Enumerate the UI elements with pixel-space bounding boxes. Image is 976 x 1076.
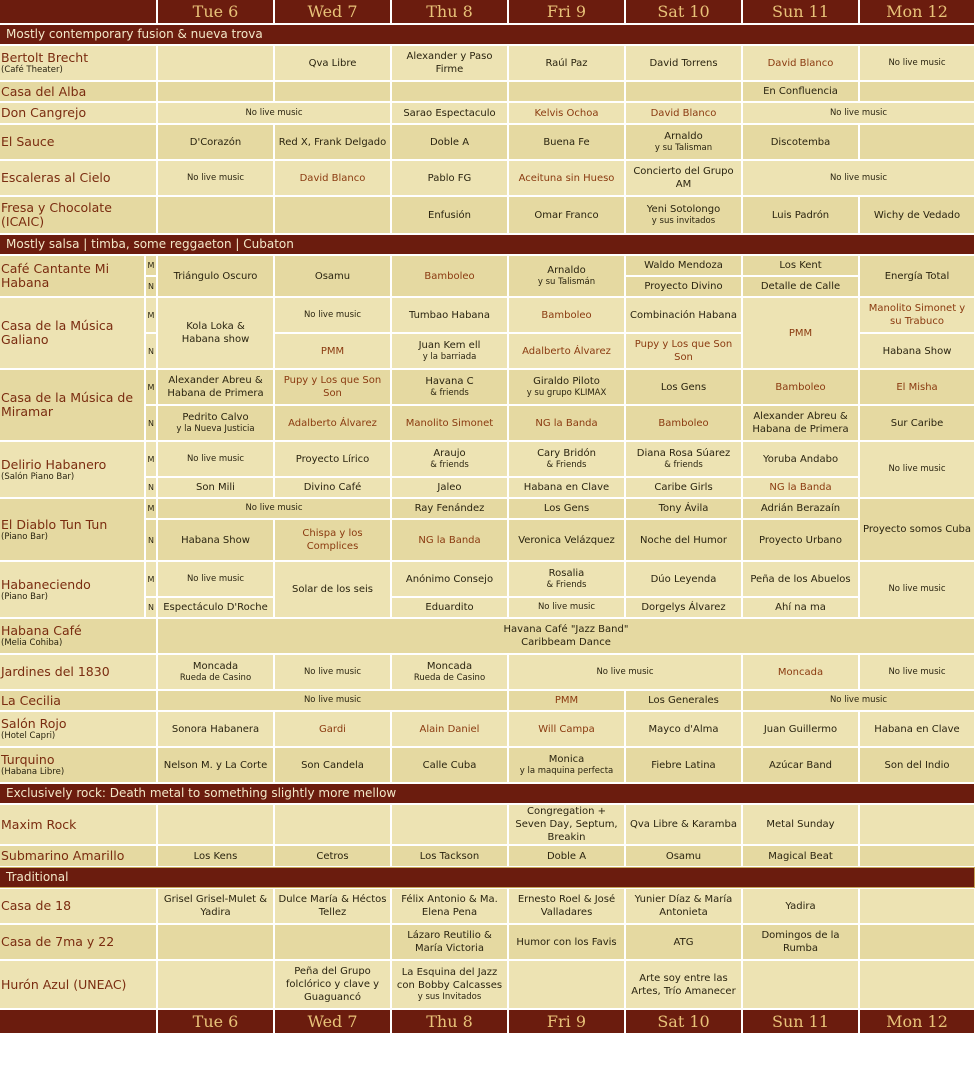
venue-row (0, 889, 974, 923)
venue-row (0, 520, 974, 560)
event-cell: Habana en Clave (860, 712, 974, 746)
night-marker: N (146, 478, 156, 497)
section-header (0, 868, 974, 887)
venue-name: Casa de la Música Galiano (0, 298, 144, 368)
event-cell (509, 82, 624, 101)
event-cell: Los Generales (626, 691, 741, 710)
venue-name: Casa de 7ma y 22 (0, 925, 156, 959)
event-cell: NG la Banda (509, 406, 624, 440)
event-cell (275, 197, 390, 233)
event-cell: Los Kens (158, 846, 273, 866)
venue-row (0, 961, 974, 1008)
event-cell (392, 805, 507, 844)
event-cell: Arnaldo y su Talisman (626, 125, 741, 159)
event-cell: Moncada Rueda de Casino (158, 655, 273, 689)
day-header: Mon 12 (860, 1010, 974, 1033)
event-cell: Waldo Mendoza (626, 256, 741, 275)
event-cell: Habana en Clave (509, 478, 624, 497)
event-cell (860, 846, 974, 866)
event-cell: Moncada Rueda de Casino (392, 655, 507, 689)
event-cell: Arte soy entre las Artes, Trío Amanecer (626, 961, 741, 1008)
event-cell: Cetros (275, 846, 390, 866)
event-cell: Yoruba Andabo (743, 442, 858, 476)
no-live-music: No live music (743, 103, 974, 123)
event-cell: Juan Guillermo (743, 712, 858, 746)
section-title: Mostly contemporary fusion & nueva trova (0, 25, 974, 44)
event-cell: Kelvis Ochoa (509, 103, 624, 123)
event-cell: Adrián Berazaín (743, 499, 858, 518)
no-live-music: No live music (743, 161, 974, 195)
no-live-music: No live music (158, 499, 390, 518)
event-cell: Los Gens (509, 499, 624, 518)
venue-row (0, 562, 974, 596)
day-header: Thu 8 (392, 1010, 507, 1033)
event-cell: Los Tackson (392, 846, 507, 866)
venue-name: Don Cangrejo (0, 103, 156, 123)
event-cell: Manolito Simonet y su Trabuco (860, 298, 974, 332)
event-cell: Rosalia & Friends (509, 562, 624, 596)
event-cell: Qva Libre (275, 46, 390, 80)
event-cell: Proyecto Lírico (275, 442, 390, 476)
night-marker: N (146, 277, 156, 296)
event-cell: PMM (509, 691, 624, 710)
event-cell: La Esquina del Jazz con Bobby Calcasses y sus Invitados (392, 961, 507, 1008)
venue-row (0, 598, 974, 617)
no-live-music: No live music (158, 562, 273, 596)
event-cell: Habana Show (158, 520, 273, 560)
event-cell: David Blanco (626, 103, 741, 123)
event-cell: Divino Café (275, 478, 390, 497)
event-cell: Peña de los Abuelos (743, 562, 858, 596)
event-cell: Dorgelys Álvarez (626, 598, 741, 617)
section-header (0, 25, 974, 44)
venue-name: Bertolt Brecht (Café Theater) (0, 46, 156, 80)
event-cell: Pupy y Los que Son Son (275, 370, 390, 404)
event-cell: ATG (626, 925, 741, 959)
event-cell: NG la Banda (743, 478, 858, 497)
event-cell: Wichy de Vedado (860, 197, 974, 233)
venue-name: Delirio Habanero (Salón Piano Bar) (0, 442, 144, 497)
event-cell: Cary Bridón & Friends (509, 442, 624, 476)
event-cell: Solar de los seis (275, 562, 390, 617)
event-cell (626, 82, 741, 101)
event-cell: Proyecto Urbano (743, 520, 858, 560)
day-header: Tue 6 (158, 0, 273, 23)
venue-name: La Cecilia (0, 691, 156, 710)
event-cell: Will Campa (509, 712, 624, 746)
matinee-marker: M (146, 562, 156, 596)
event-cell: Ahí na ma (743, 598, 858, 617)
event-cell: NG la Banda (392, 520, 507, 560)
header-corner (0, 0, 156, 23)
no-live-music: No live music (743, 691, 974, 710)
event-cell (158, 961, 273, 1008)
venue-name: Jardines del 1830 (0, 655, 156, 689)
event-cell: Tumbao Habana (392, 298, 507, 332)
venue-name: Habana Café (Melia Cohiba) (0, 619, 156, 653)
event-cell: Doble A (392, 125, 507, 159)
day-header: Sun 11 (743, 1010, 858, 1033)
venue-name: Casa del Alba (0, 82, 156, 101)
event-cell: Son del Indio (860, 748, 974, 782)
event-cell: Yadira (743, 889, 858, 923)
venue-name: Habaneciendo (Piano Bar) (0, 562, 144, 617)
venue-row (0, 125, 974, 159)
no-live-music: No live music (158, 691, 507, 710)
no-live-music: No live music (275, 298, 390, 332)
event-cell-text: Habana show (181, 334, 250, 345)
venue-row (0, 805, 974, 844)
event-cell: Triángulo Oscuro (158, 256, 273, 296)
event-cell: Metal Sunday (743, 805, 858, 844)
event-cell: Espectáculo D'Roche (158, 598, 273, 617)
event-cell: Arnaldo y su Talismán (509, 256, 624, 296)
event-cell (860, 925, 974, 959)
event-cell: Juan Kem ell y la barriada (392, 334, 507, 368)
event-cell: Peña del Grupo folclórico y clave y Guaguancó (275, 961, 390, 1008)
event-cell: Ray Fenández (392, 499, 507, 518)
venue-name: Casa de 18 (0, 889, 156, 923)
venue-row (0, 298, 974, 332)
event-cell: Eduardito (392, 598, 507, 617)
event-cell: Doble A (509, 846, 624, 866)
event-cell: Sur Caribe (860, 406, 974, 440)
event-cell (860, 82, 974, 101)
event-cell (275, 82, 390, 101)
event-cell (860, 125, 974, 159)
event-cell: Domingos de la Rumba (743, 925, 858, 959)
event-cell: Moncada (743, 655, 858, 689)
event-cell: Yeni Sotolongo y sus invitados (626, 197, 741, 233)
event-cell: Omar Franco (509, 197, 624, 233)
event-cell (158, 925, 273, 959)
event-cell: Pupy y Los que Son Son (626, 334, 741, 368)
event-cell: Sonora Habanera (158, 712, 273, 746)
event-cell: Osamu (626, 846, 741, 866)
event-cell: Proyecto somos Cuba (860, 499, 974, 560)
event-cell: Adalberto Álvarez (275, 406, 390, 440)
event-cell (509, 961, 624, 1008)
venue-row (0, 691, 974, 710)
matinee-marker: M (146, 298, 156, 332)
event-cell: Bamboleo (743, 370, 858, 404)
event-cell: Energía Total (860, 256, 974, 296)
venue-row (0, 925, 974, 959)
venue-name: Maxim Rock (0, 805, 156, 844)
event-cell: Grisel Grisel-Mulet & Yadira (158, 889, 273, 923)
event-cell: D'Corazón (158, 125, 273, 159)
venue-name: Café Cantante Mi Habana (0, 256, 144, 296)
event-cell: Bamboleo (626, 406, 741, 440)
event-cell: Proyecto Divino (626, 277, 741, 296)
event-cell: Tony Ávila (626, 499, 741, 518)
event-cell: Bamboleo (509, 298, 624, 332)
event-cell: Havana Café "Jazz Band" Caribbeam Dance (158, 619, 974, 653)
event-cell: Lázaro Reutilio & María Victoria (392, 925, 507, 959)
day-header: Wed 7 (275, 0, 390, 23)
event-cell: Havana C & friends (392, 370, 507, 404)
venue-name: Salón Rojo (Hotel Capri) (0, 712, 156, 746)
event-cell: Concierto del Grupo AM (626, 161, 741, 195)
night-marker: N (146, 520, 156, 560)
day-header: Mon 12 (860, 0, 974, 23)
event-cell: Red X, Frank Delgado (275, 125, 390, 159)
event-cell: Dulce María & Héctos Tellez (275, 889, 390, 923)
event-cell: Kola Loka & Habana show (158, 298, 273, 368)
event-cell: PMM (275, 334, 390, 368)
venue-row (0, 442, 974, 476)
venue-name: El Diablo Tun Tun (Piano Bar) (0, 499, 144, 560)
event-cell: Giraldo Piloto y su grupo KLIMAX (509, 370, 624, 404)
venue-row (0, 619, 974, 653)
no-live-music: No live music (860, 655, 974, 689)
event-cell (743, 961, 858, 1008)
night-marker: N (146, 334, 156, 368)
section-header (0, 784, 974, 803)
event-cell: Veronica Velázquez (509, 520, 624, 560)
event-cell: Noche del Humor (626, 520, 741, 560)
event-cell: Alexander y Paso Firme (392, 46, 507, 80)
event-cell: Los Kent (743, 256, 858, 275)
event-cell: Magical Beat (743, 846, 858, 866)
no-live-music: No live music (509, 655, 741, 689)
event-cell (860, 961, 974, 1008)
event-cell: Manolito Simonet (392, 406, 507, 440)
event-cell (275, 925, 390, 959)
day-header: Wed 7 (275, 1010, 390, 1033)
venue-row (0, 478, 974, 497)
event-cell: Gardi (275, 712, 390, 746)
night-marker: N (146, 598, 156, 617)
event-cell: Ernesto Roel & José Valladares (509, 889, 624, 923)
event-cell: Alain Daniel (392, 712, 507, 746)
event-cell: Chispa y los Complices (275, 520, 390, 560)
no-live-music: No live music (158, 103, 390, 123)
section-title: Exclusively rock: Death metal to something slightly more mellow (0, 784, 974, 803)
event-cell: Mayco d'Alma (626, 712, 741, 746)
event-cell: David Blanco (275, 161, 390, 195)
event-cell: Dúo Leyenda (626, 562, 741, 596)
event-cell: En Confluencia (743, 82, 858, 101)
event-cell: Calle Cuba (392, 748, 507, 782)
venue-name: Submarino Amarillo (0, 846, 156, 866)
no-live-music: No live music (860, 562, 974, 617)
event-cell (275, 805, 390, 844)
event-cell: Diana Rosa Súarez & friends (626, 442, 741, 476)
event-cell (860, 889, 974, 923)
day-header-bottom (0, 1010, 974, 1033)
event-cell: Discotemba (743, 125, 858, 159)
event-cell (158, 46, 273, 80)
event-cell (158, 197, 273, 233)
no-live-music: No live music (158, 442, 273, 476)
event-cell: Félix Antonio & Ma. Elena Pena (392, 889, 507, 923)
venue-row (0, 197, 974, 233)
section-title: Traditional (0, 868, 974, 887)
event-cell: Fiebre Latina (626, 748, 741, 782)
event-cell: Alexander Abreu & Habana de Primera (743, 406, 858, 440)
venue-row (0, 256, 974, 275)
venue-row (0, 370, 974, 404)
event-cell: Anónimo Consejo (392, 562, 507, 596)
matinee-marker: M (146, 499, 156, 518)
event-cell (860, 805, 974, 844)
event-cell: Enfusión (392, 197, 507, 233)
day-header: Fri 9 (509, 1010, 624, 1033)
event-cell: Son Mili (158, 478, 273, 497)
matinee-marker: M (146, 442, 156, 476)
no-live-music: No live music (509, 598, 624, 617)
event-cell: PMM (743, 298, 858, 368)
event-cell: Aceituna sin Hueso (509, 161, 624, 195)
venue-row (0, 406, 974, 440)
day-header-top (0, 0, 974, 23)
event-cell: David Torrens (626, 46, 741, 80)
event-cell: Yunier Díaz & María Antonieta (626, 889, 741, 923)
event-cell: Los Gens (626, 370, 741, 404)
venue-name: Escaleras al Cielo (0, 161, 156, 195)
event-cell (158, 82, 273, 101)
event-cell: Pablo FG (392, 161, 507, 195)
event-cell: Humor con los Favis (509, 925, 624, 959)
event-cell: Congregation + Seven Day, Septum, Breakin (509, 805, 624, 844)
event-cell: Jaleo (392, 478, 507, 497)
venue-name: Casa de la Música de Miramar (0, 370, 144, 440)
event-cell: Adalberto Álvarez (509, 334, 624, 368)
day-header: Thu 8 (392, 0, 507, 23)
day-header: Sat 10 (626, 1010, 741, 1033)
no-live-music: No live music (860, 46, 974, 80)
event-cell: Alexander Abreu & Habana de Primera (158, 370, 273, 404)
event-cell: Osamu (275, 256, 390, 296)
venue-row (0, 82, 974, 101)
event-cell: Nelson M. y La Corte (158, 748, 273, 782)
event-cell: Sarao Espectaculo (392, 103, 507, 123)
event-cell: Detalle de Calle (743, 277, 858, 296)
event-cell: Monica y la maquina perfecta (509, 748, 624, 782)
event-cell: Son Candela (275, 748, 390, 782)
day-header: Sun 11 (743, 0, 858, 23)
section-header (0, 235, 974, 254)
venue-row (0, 748, 974, 782)
matinee-marker: M (146, 370, 156, 404)
venue-row (0, 161, 974, 195)
event-cell: El Misha (860, 370, 974, 404)
venue-name: Turquino (Habana Libre) (0, 748, 156, 782)
no-live-music: No live music (275, 655, 390, 689)
event-cell: Azúcar Band (743, 748, 858, 782)
event-cell: Raúl Paz (509, 46, 624, 80)
event-cell: Combinación Habana (626, 298, 741, 332)
venue-row (0, 655, 974, 689)
venue-name: Fresa y Chocolate (ICAIC) (0, 197, 156, 233)
event-cell: Araujo & friends (392, 442, 507, 476)
matinee-marker: M (146, 256, 156, 275)
venue-row (0, 846, 974, 866)
event-cell: Caribe Girls (626, 478, 741, 497)
event-cell: Qva Libre & Karamba (626, 805, 741, 844)
day-header: Sat 10 (626, 0, 741, 23)
day-header: Fri 9 (509, 0, 624, 23)
header-corner (0, 1010, 156, 1033)
venue-row (0, 712, 974, 746)
venue-name: El Sauce (0, 125, 156, 159)
venue-name: Hurón Azul (UNEAC) (0, 961, 156, 1008)
event-cell: David Blanco (743, 46, 858, 80)
event-cell: Habana Show (860, 334, 974, 368)
section-title: Mostly salsa | timba, some reggaeton | Cubaton (0, 235, 974, 254)
night-marker: N (146, 406, 156, 440)
no-live-music: No live music (860, 442, 974, 497)
day-header: Tue 6 (158, 1010, 273, 1033)
event-cell (392, 82, 507, 101)
event-cell (158, 805, 273, 844)
event-cell: Bamboleo (392, 256, 507, 296)
venue-row (0, 46, 974, 80)
venue-row (0, 103, 974, 123)
event-cell: Buena Fe (509, 125, 624, 159)
event-cell: Luis Padrón (743, 197, 858, 233)
event-cell: Pedrito Calvo y la Nueva Justicia (158, 406, 273, 440)
venue-row (0, 499, 974, 518)
no-live-music: No live music (158, 161, 273, 195)
